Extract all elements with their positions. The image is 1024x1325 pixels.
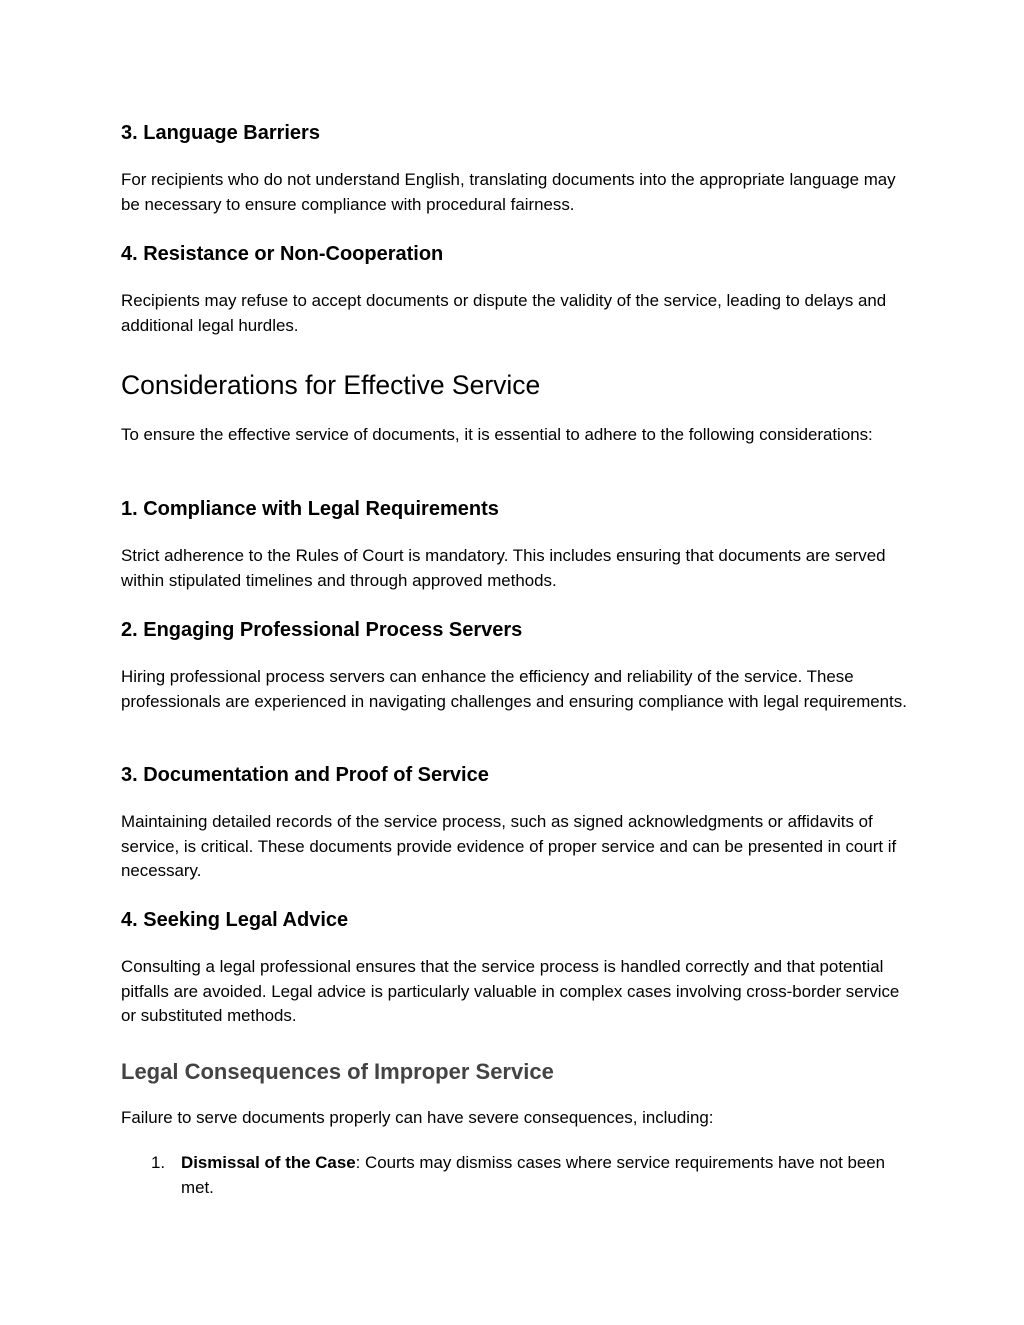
considerations-intro: To ensure the effective service of documents, it is essential to adhere to the following considerations: [121, 425, 873, 444]
considerations-title: Considerations for Effective Service [121, 370, 541, 400]
consideration-heading-compliance: 1. Compliance with Legal Requirements [121, 498, 499, 520]
consequences-intro: Failure to serve documents properly can have severe consequences, including: [121, 1108, 714, 1127]
consideration-heading-process-servers: 2. Engaging Professional Process Servers [121, 619, 523, 641]
list-item-number: 1. [151, 1153, 166, 1172]
list-item-text [181, 1151, 911, 1200]
section-text-resistance: Recipients may refuse to accept documents or dispute the validity of the service, leading to delays and additional legal hurdles. [121, 291, 887, 335]
list-item-term: Dismissal of the Case [181, 1153, 356, 1172]
consideration-heading-documentation: 3. Documentation and Proof of Service [121, 764, 489, 786]
consideration-text-documentation: Maintaining detailed records of the service process, such as signed acknowledgments or affidavits of service, is critical. These documents provide evidence of proper service and can be presented in court if necessary. [121, 812, 897, 880]
consideration-text-legal-advice: Consulting a legal professional ensures that the service process is handled correctly and that potential pitfalls are avoided. Legal advice is particularly valuable in complex cases involving cross-border service or substituted methods. [121, 957, 900, 1025]
section-heading-resistance: 4. Resistance or Non-Cooperation [121, 243, 444, 265]
consideration-heading-legal-advice: 4. Seeking Legal Advice [121, 909, 349, 931]
consideration-text-process-servers: Hiring professional process servers can enhance the efficiency and reliability of the service. These professionals are experienced in navigating challenges and ensuring compliance with legal requirements. [121, 667, 907, 711]
list-item-description: : Courts may dismiss cases where service requirements have not been met. [181, 1153, 886, 1197]
consequences-title: Legal Consequences of Improper Service [121, 1059, 554, 1084]
consideration-text-compliance: Strict adherence to the Rules of Court is mandatory. This includes ensuring that documents are served within stipulated timelines and through approved methods. [121, 546, 886, 590]
section-text-language-barriers: For recipients who do not understand English, translating documents into the appropriate language may be necessary to ensure compliance with procedural fairness. [121, 170, 896, 214]
section-heading-language-barriers: 3. Language Barriers [121, 122, 320, 144]
